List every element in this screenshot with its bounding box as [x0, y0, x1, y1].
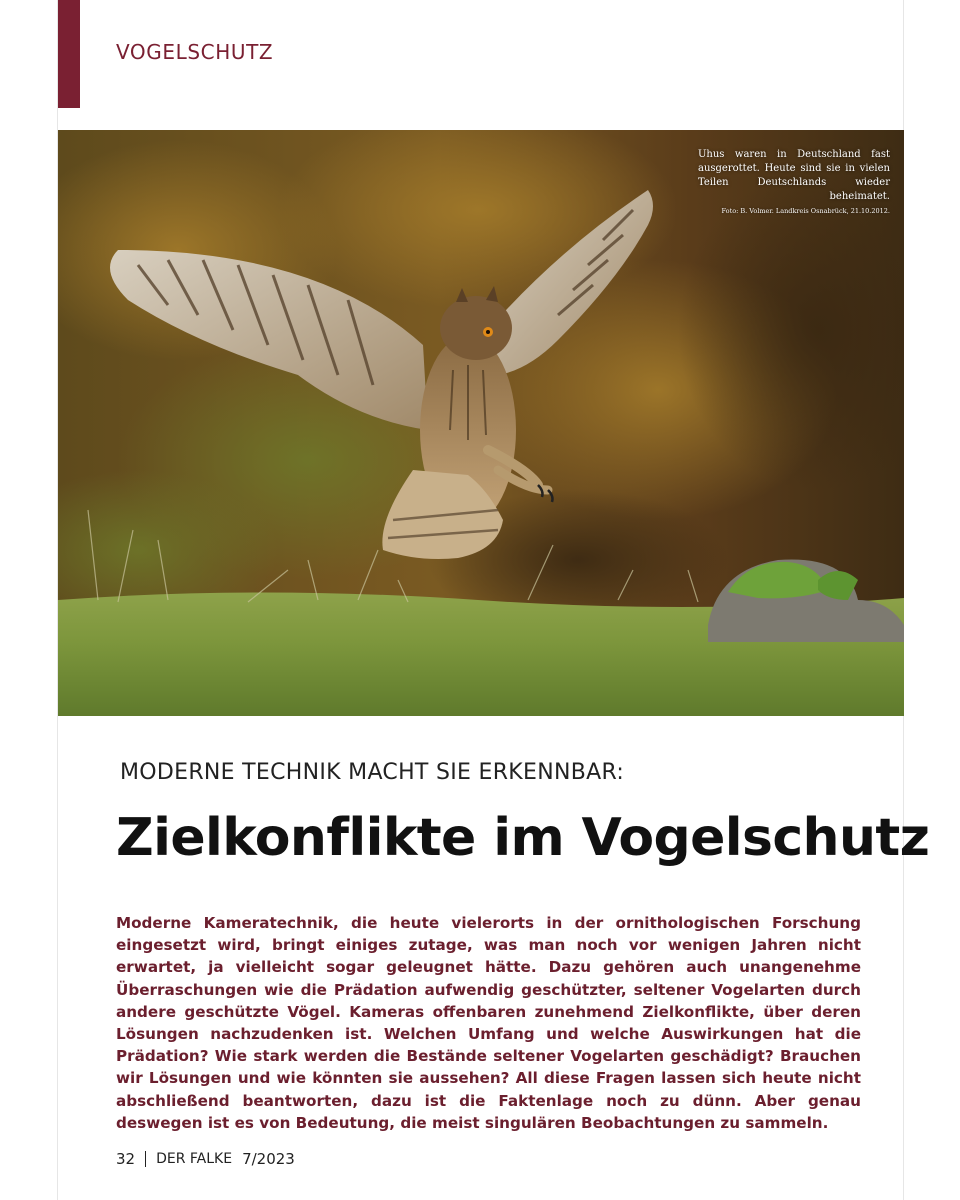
- page-number: 32: [116, 1150, 136, 1168]
- section-label: VOGELSCHUTZ: [116, 40, 274, 64]
- article-lead: Moderne Kameratechnik, die heute vielerorts in der ornithologischen Forschung eingesetzt wird, bringt einiges zutage, was man noch vor wenigen Jahren nicht erwartet, ja vielleicht sogar geleugnet hätte. Dazu gehören auch unangenehme Überraschungen wie die Prädation aufwendig geschützter, seltener Vogelarten durch andere geschützte Vögel. Kameras offenbaren zunehmend Zielkonflikte, über deren Lösungen nachzudenken ist. Welchen Umfang und welche Auswirkungen hat die Prädation? Wie stark werden die Bestände seltener Vogelarten geschädigt? Brauchen wir Lösungen und wie könnten sie aussehen? All diese Fragen lassen sich heute nicht abschließend beantworten, dazu ist die Faktenlage noch zu dünn. Aber genau deswegen ist es von Bedeutung, die meist singulären Beobachtungen zu sammeln.: [116, 914, 861, 1132]
- article-kicker: MODERNE TECHNIK MACHT SIE ERKENNBAR:: [120, 760, 625, 785]
- footer-separator: [145, 1151, 146, 1167]
- owl-photo-illustration: [58, 130, 904, 716]
- photo-credit: Foto: B. Volmer. Landkreis Osnabrück, 21.10.2012.: [721, 207, 890, 215]
- issue-number: 7/2023: [242, 1150, 295, 1168]
- article-headline: Zielkonflikte im Vogelschutz: [116, 808, 930, 868]
- photo-caption: [698, 148, 890, 216]
- photo-caption-text: Uhus waren in Deutschland fast ausgerottet. Heute sind sie in vielen Teilen Deutschlands wieder beheimatet.: [698, 149, 890, 202]
- page-footer: [116, 1150, 295, 1168]
- owl-photo: [58, 130, 904, 716]
- section-accent-bar: [58, 0, 80, 108]
- magazine-name: DER FALKE: [156, 1151, 233, 1167]
- magazine-page: [57, 0, 930, 1200]
